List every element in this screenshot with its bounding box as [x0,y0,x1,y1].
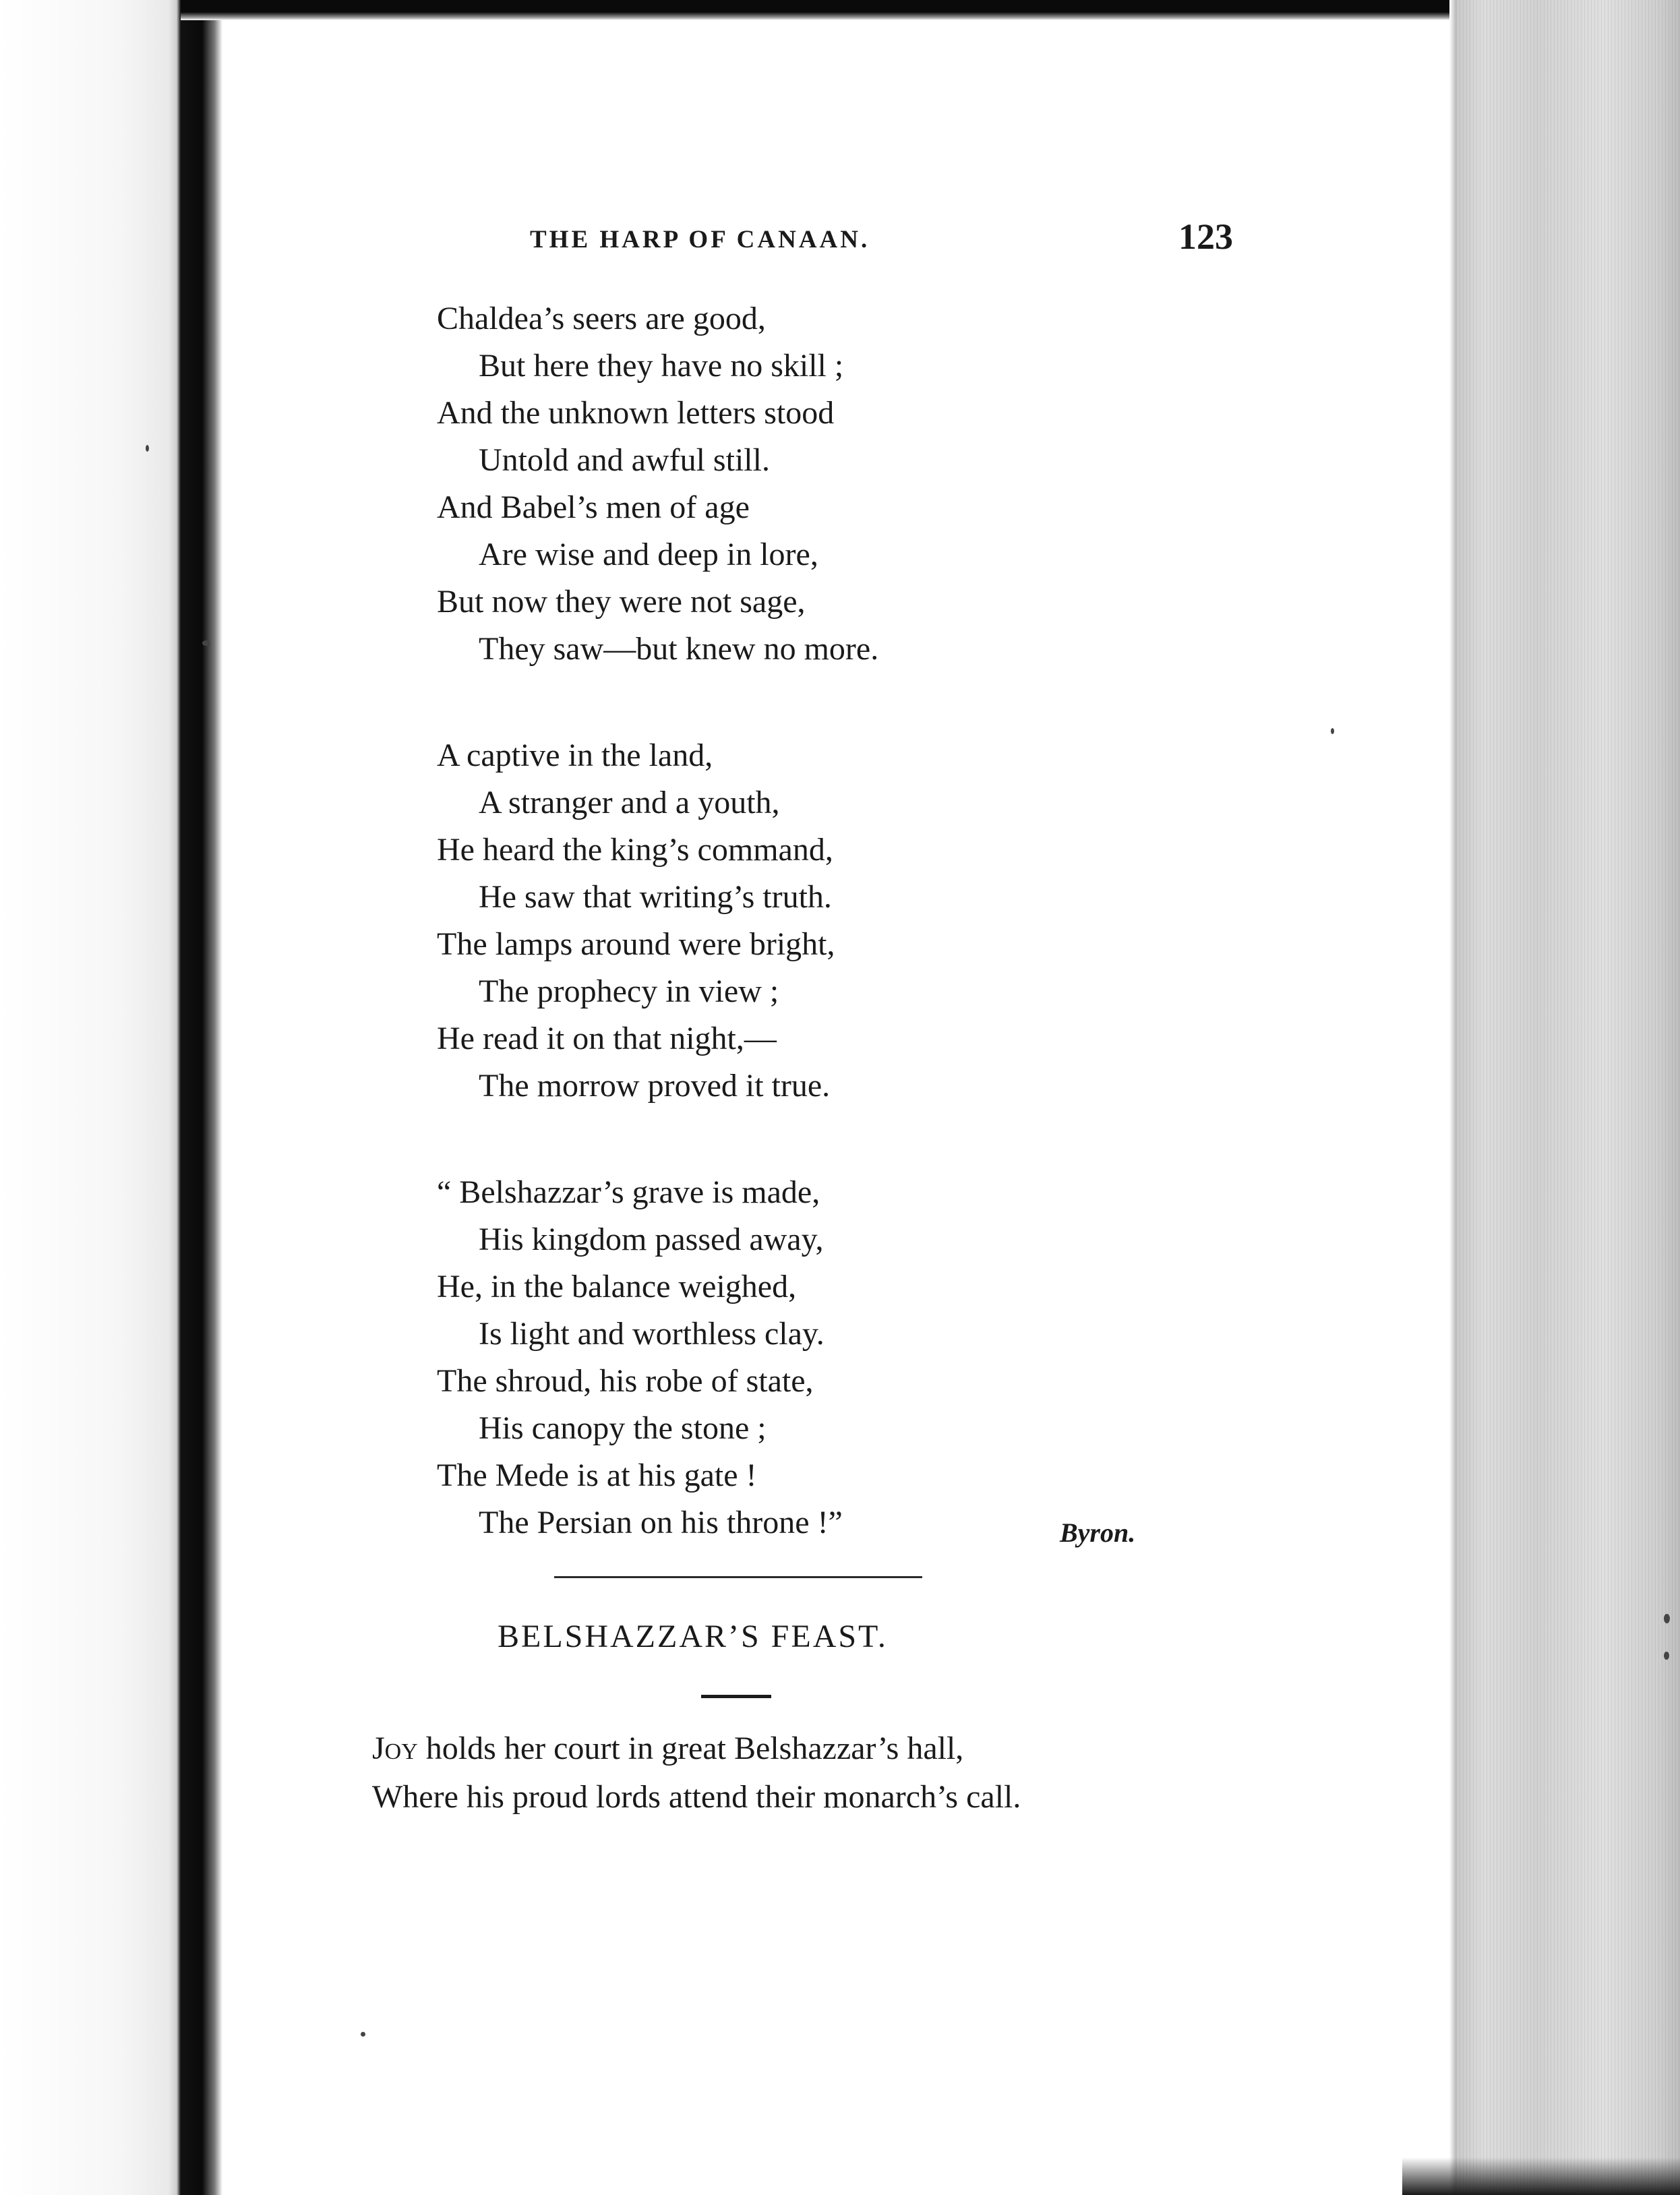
verse-line: His kingdom passed away, [479,1222,824,1257]
stanza [437,295,878,673]
scan-speck [1664,1652,1669,1660]
verse-line: And Babel’s men of age [437,489,750,525]
verse-line: The lamps around were bright, [437,926,835,962]
verse-line: Is light and worthless clay. [479,1316,824,1352]
verse-line: Untold and awful still. [479,442,770,478]
scan-bottom-shadow [1402,2157,1680,2195]
verse-line: They saw—but knew no more. [479,631,879,667]
verse-line: He saw that writing’s truth. [479,879,832,915]
scan-speck [202,640,210,646]
verse-line: A stranger and a youth, [479,785,780,820]
page-number: 123 [1178,216,1233,257]
verse-line: But here they have no skill ; [479,348,844,384]
page-fore-edges [1456,0,1680,2195]
text-line: Where his proud lords attend their monarch’s call. [372,1779,1021,1815]
scan-speck [1331,728,1334,734]
verse-line: The Persian on his throne !” [479,1505,843,1540]
scan-speck [146,445,149,452]
book-gutter [0,0,222,2195]
poem-text [437,295,878,1606]
title-rule [701,1695,771,1698]
verse-line: He, in the balance weighed, [437,1269,797,1304]
verse-line: Chaldea’s seers are good, [437,301,766,336]
text-line-rest: holds her court in great Belshazzar’s hall, [417,1731,964,1766]
scan-speck [361,2032,365,2037]
text-line [372,1724,1021,1773]
verse-line: A captive in the land, [437,738,713,773]
verse-line: The morrow proved it true. [479,1068,831,1104]
drop-word: Joy [372,1731,418,1766]
stanza [437,1169,878,1546]
section-title: BELSHAZZAR’S FEAST. [498,1619,888,1654]
section-divider [554,1576,922,1578]
verse-line: Are wise and deep in lore, [479,537,818,572]
section-text [372,1724,1021,1822]
verse-line: “ Belshazzar’s grave is made, [437,1174,820,1210]
stanza [437,732,878,1110]
verse-line: The prophecy in view ; [479,973,779,1009]
verse-line: The shroud, his robe of state, [437,1363,814,1399]
running-head: THE HARP OF CANAAN. [530,226,870,253]
verse-line: The Mede is at his gate ! [437,1457,757,1493]
verse-line: He read it on that night,— [437,1021,777,1056]
verse-line: But now they were not sage, [437,584,806,620]
scan-speck [1664,1614,1670,1623]
verse-line: And the unknown letters stood [437,395,835,431]
verse-line: He heard the king’s command, [437,832,833,868]
verse-line: His canopy the stone ; [479,1410,767,1446]
poem-attribution: Byron. [1060,1517,1136,1548]
